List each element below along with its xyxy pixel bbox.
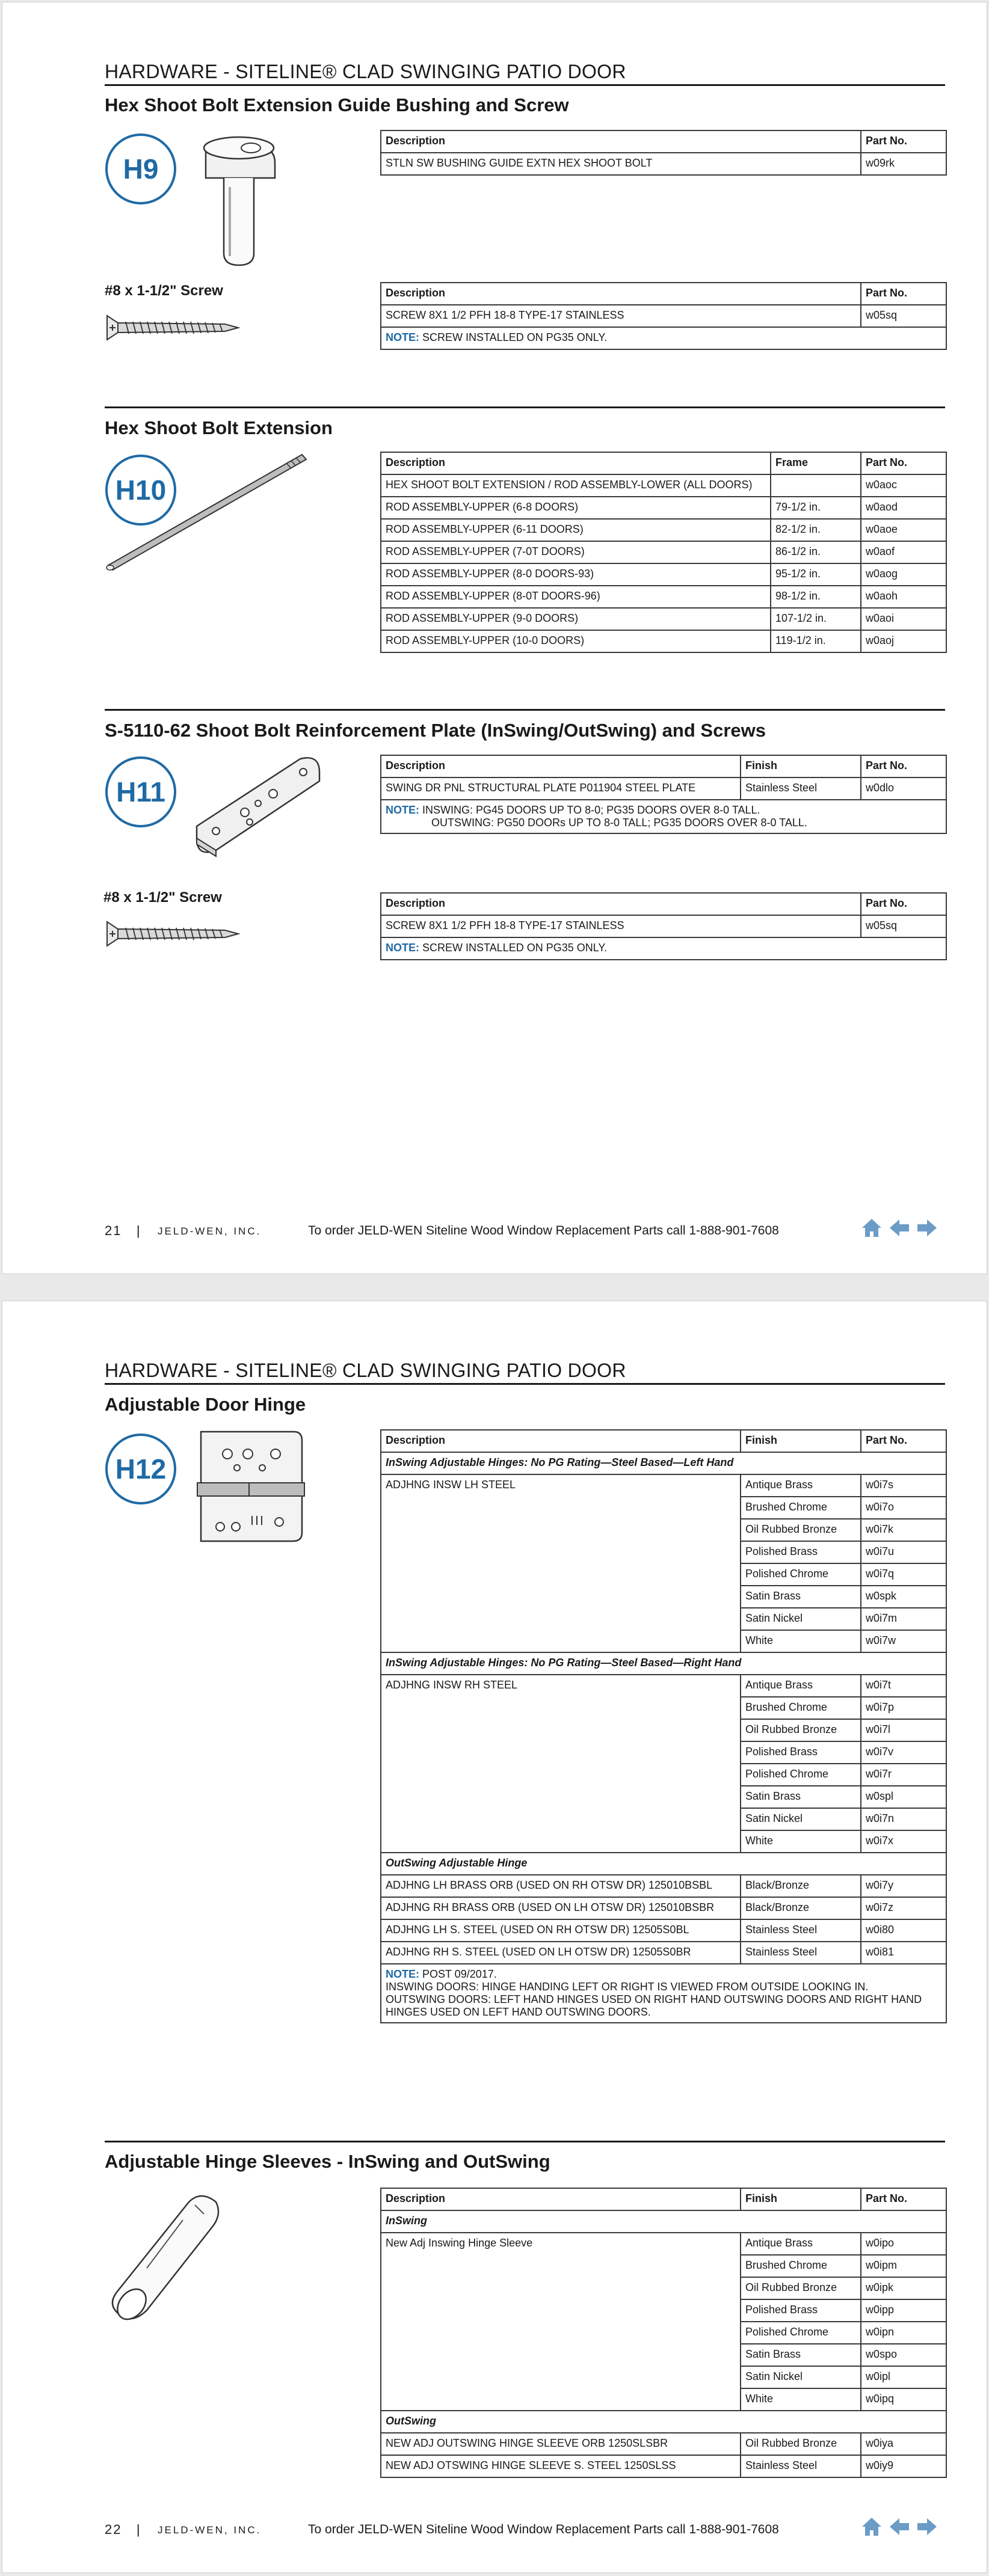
cell-finish: Stainless Steel: [741, 1942, 861, 1964]
cell-frame: 79-1/2 in.: [771, 497, 861, 519]
cell-frame: 82-1/2 in.: [771, 519, 861, 541]
cell-part-no: w0spo: [861, 2344, 946, 2366]
note-row: [381, 800, 946, 833]
note-text: INSWING DOORS: HINGE HANDING LEFT OR RIGHT IS VIEWED FROM OUTSIDE LOOKING IN.: [386, 1981, 869, 1993]
badge-h10: H10: [105, 455, 176, 526]
cell-part-no: w0i7n: [861, 1808, 946, 1830]
screw-label-h11: #8 x 1-1/2" Screw: [103, 889, 222, 906]
section-heading-h10: Hex Shoot Bolt Extension: [105, 417, 333, 438]
footer-company: JELD-WEN, INC.: [158, 2524, 262, 2536]
table-row: [381, 541, 946, 563]
table-header-row: [381, 452, 946, 474]
table-row: [381, 1897, 946, 1919]
page-number-value: 21: [105, 1223, 122, 1238]
note-text: SCREW INSTALLED ON PG35 ONLY.: [419, 331, 608, 343]
cell-part-no: w0i7k: [861, 1519, 946, 1541]
cell-description: ROD ASSEMBLY-UPPER (8-0 DOORS-93): [381, 563, 771, 586]
cell-finish: White: [741, 2388, 861, 2411]
footer-order-info: To order JELD-WEN Siteline Wood Window Replacement Parts call 1-888-901-7608: [308, 1224, 779, 1237]
cell-finish: Satin Brass: [741, 2344, 861, 2366]
h9-parts-table: [380, 130, 947, 176]
cell-finish: Brushed Chrome: [741, 1697, 861, 1719]
home-icon[interactable]: [861, 2516, 883, 2537]
table-row: [381, 2455, 946, 2477]
group-inswing-lh: [381, 1452, 946, 1652]
cell-finish: Polished Chrome: [741, 1563, 861, 1586]
col-header-description: Description: [381, 1430, 741, 1452]
cell-part-no: w0i81: [861, 1942, 946, 1964]
cell-description: ROD ASSEMBLY-UPPER (8-0T DOORS-96): [381, 586, 771, 608]
cell-part-no: w09rk: [861, 153, 946, 175]
cell-finish: Polished Brass: [741, 1741, 861, 1764]
col-header-part-no: Part No.: [861, 130, 946, 153]
cell-finish: Polished Chrome: [741, 2322, 861, 2344]
group-header-row: [381, 2411, 946, 2433]
table-row: [381, 497, 946, 519]
cell-part-no: w0i7w: [861, 1630, 946, 1652]
group-inswing-rh: [381, 1652, 946, 1853]
badge-h12: H12: [105, 1434, 176, 1504]
cell-part-no: w0i7v: [861, 1741, 946, 1764]
cell-part-no: w0i7u: [861, 1541, 946, 1563]
page-title: HARDWARE - SITELINE® CLAD SWINGING PATIO DOOR: [105, 61, 626, 82]
group-header-row: [381, 2210, 946, 2233]
previous-page-icon[interactable]: [889, 2516, 910, 2537]
page-number: [105, 2522, 141, 2538]
cell-description: New Adj Inswing Hinge Sleeve: [381, 2233, 741, 2411]
col-header-description: Description: [381, 452, 771, 474]
cell-frame: [771, 474, 861, 497]
title-divider: [105, 84, 945, 86]
section-divider: [105, 2141, 945, 2142]
cell-description: ADJHNG RH S. STEEL (USED ON LH OTSW DR) 12505S0BR: [381, 1942, 741, 1964]
cell-description: ROD ASSEMBLY-UPPER (9-0 DOORS): [381, 608, 771, 630]
cell-description: ROD ASSEMBLY-UPPER (7-0T DOORS): [381, 541, 771, 563]
note-text: INSWING: PG45 DOORS UP TO 8-0; PG35 DOORS OVER 8-0 TALL.: [419, 804, 760, 816]
col-header-description: Description: [381, 2188, 741, 2210]
table-row: [381, 153, 946, 175]
cell-frame: 119-1/2 in.: [771, 630, 861, 652]
group-label: OutSwing Adjustable Hinge: [381, 1853, 946, 1875]
cell-part-no: w0i7o: [861, 1497, 946, 1519]
table-row: [381, 563, 946, 586]
section-heading-h12: Adjustable Door Hinge: [105, 1394, 306, 1415]
cell-part-no: w0ipk: [861, 2277, 946, 2299]
group-outswing-sleeves: [381, 2411, 946, 2477]
cell-description: ADJHNG LH BRASS ORB (USED ON RH OTSW DR) 125010BSBL: [381, 1875, 741, 1897]
group-label: InSwing Adjustable Hinges: No PG Rating—Steel Based—Left Hand: [381, 1452, 946, 1474]
previous-page-icon[interactable]: [889, 1218, 910, 1238]
cell-part-no: w0i7t: [861, 1675, 946, 1697]
cell-finish: Antique Brass: [741, 2233, 861, 2255]
cell-finish: Polished Brass: [741, 1541, 861, 1563]
table-row: [381, 1675, 946, 1697]
footer-separator: |: [136, 2522, 141, 2537]
cell-frame: 98-1/2 in.: [771, 586, 861, 608]
cell-finish: Stainless Steel: [741, 2455, 861, 2477]
cell-finish: White: [741, 1630, 861, 1652]
cell-part-no: w0i7q: [861, 1563, 946, 1586]
cell-part-no: w0ipn: [861, 2322, 946, 2344]
adjustable-hinge-illustration: [195, 1426, 306, 1546]
group-label: OutSwing: [381, 2411, 946, 2433]
col-header-part-no: Part No.: [861, 755, 946, 777]
screw-illustration-h9: [105, 312, 240, 343]
table-header-row: [381, 283, 946, 305]
cell-part-no: w0aoh: [861, 586, 946, 608]
cell-part-no: w0ipo: [861, 2233, 946, 2255]
cell-part-no: w0spk: [861, 1586, 946, 1608]
col-header-finish: Finish: [741, 1430, 861, 1452]
note-row: [381, 327, 946, 349]
col-header-description: Description: [381, 283, 861, 305]
group-label: InSwing Adjustable Hinges: No PG Rating—Steel Based—Right Hand: [381, 1652, 946, 1675]
note-label: NOTE:: [386, 331, 419, 343]
page-nav: [861, 2516, 938, 2537]
page-number: [105, 1223, 141, 1239]
reinforcement-plate-illustration: [192, 754, 324, 859]
cell-part-no: w0i7l: [861, 1719, 946, 1741]
table-header-row: [381, 893, 946, 915]
cell-description: STLN SW BUSHING GUIDE EXTN HEX SHOOT BOLT: [381, 153, 861, 175]
footer-order-info: To order JELD-WEN Siteline Wood Window Replacement Parts call 1-888-901-7608: [308, 2522, 779, 2536]
note-row: [381, 937, 946, 960]
guide-bushing-illustration: [194, 130, 284, 274]
cell-finish: Oil Rubbed Bronze: [741, 2277, 861, 2299]
shoot-bolt-rod-illustration: [105, 447, 312, 574]
cell-part-no: w05sq: [861, 915, 946, 937]
cell-part-no: w0i7y: [861, 1875, 946, 1897]
cell-part-no: w0dlo: [861, 777, 946, 800]
cell-finish: Oil Rubbed Bronze: [741, 1519, 861, 1541]
cell-finish: White: [741, 1830, 861, 1853]
note-text: SCREW INSTALLED ON PG35 ONLY.: [419, 942, 608, 954]
note-text: POST 09/2017.: [419, 1968, 497, 1980]
note-text: OUTSWING: PG50 DOORs UP TO 8-0 TALL; PG35 DOORS OVER 8-0 TALL.: [431, 817, 807, 829]
col-header-part-no: Part No.: [861, 452, 946, 474]
cell-finish: Satin Nickel: [741, 2366, 861, 2388]
table-row: [381, 1942, 946, 1964]
catalog-page-21: [2, 2, 987, 1274]
table-row: [381, 1875, 946, 1897]
table-header-row: [381, 2188, 946, 2210]
home-icon[interactable]: [861, 1218, 883, 1238]
group-header-row: [381, 1652, 946, 1675]
cell-finish: Stainless Steel: [741, 1919, 861, 1942]
note-row: [381, 1964, 946, 2023]
cell-part-no: w0ipp: [861, 2299, 946, 2322]
cell-part-no: w0i7s: [861, 1474, 946, 1497]
cell-part-no: w0aoi: [861, 608, 946, 630]
h11-parts-table: [380, 755, 947, 834]
cell-description: ADJHNG RH BRASS ORB (USED ON LH OTSW DR) 125010BSBR: [381, 1897, 741, 1919]
table-header-row: [381, 755, 946, 777]
cell-part-no: w0i7m: [861, 1608, 946, 1630]
table-row: [381, 519, 946, 541]
col-header-part-no: Part No.: [861, 893, 946, 915]
table-row: [381, 2233, 946, 2255]
table-row: [381, 2433, 946, 2455]
cell-description: ADJHNG LH S. STEEL (USED ON RH OTSW DR) 12505S0BL: [381, 1919, 741, 1942]
table-row: [381, 608, 946, 630]
cell-finish: Black/Bronze: [741, 1897, 861, 1919]
cell-description: SCREW 8X1 1/2 PFH 18-8 TYPE-17 STAINLESS: [381, 305, 861, 327]
cell-part-no: w0spl: [861, 1786, 946, 1808]
cell-description: NEW ADJ OUTSWING HINGE SLEEVE ORB 1250SLSBR: [381, 2433, 741, 2455]
cell-finish: Polished Chrome: [741, 1764, 861, 1786]
table-row: [381, 1919, 946, 1942]
cell-description: NEW ADJ OTSWING HINGE SLEEVE S. STEEL 1250SLSS: [381, 2455, 741, 2477]
cell-finish: Oil Rubbed Bronze: [741, 2433, 861, 2455]
table-row: [381, 305, 946, 327]
footer-separator: |: [136, 1223, 141, 1238]
col-header-part-no: Part No.: [861, 2188, 946, 2210]
cell-part-no: w0i7p: [861, 1697, 946, 1719]
page-nav: [861, 1218, 938, 1238]
cell-frame: 86-1/2 in.: [771, 541, 861, 563]
cell-finish: Polished Brass: [741, 2299, 861, 2322]
group-header-row: [381, 1452, 946, 1474]
table-row: [381, 915, 946, 937]
cell-part-no: w0i7x: [861, 1830, 946, 1853]
table-note: [381, 937, 946, 960]
section-divider: [105, 709, 945, 711]
cell-finish: Oil Rubbed Bronze: [741, 1719, 861, 1741]
h10-rows: [381, 474, 946, 652]
note-label: NOTE:: [386, 1968, 419, 1980]
section-heading-sleeves: Adjustable Hinge Sleeves - InSwing and OutSwing: [105, 2151, 550, 2172]
cell-description: SWING DR PNL STRUCTURAL PLATE P011904 STEEL PLATE: [381, 777, 741, 800]
next-page-icon[interactable]: [916, 1218, 938, 1238]
cell-finish: Satin Brass: [741, 1586, 861, 1608]
cell-frame: 95-1/2 in.: [771, 563, 861, 586]
table-row: [381, 474, 946, 497]
cell-description: ADJHNG INSW LH STEEL: [381, 1474, 741, 1652]
cell-description: ROD ASSEMBLY-UPPER (10-0 DOORS): [381, 630, 771, 652]
section-heading-h9: Hex Shoot Bolt Extension Guide Bushing and Screw: [105, 94, 569, 115]
cell-part-no: w0i7r: [861, 1764, 946, 1786]
cell-part-no: w0i80: [861, 1919, 946, 1942]
footer-company: JELD-WEN, INC.: [158, 1225, 262, 1237]
table-row: [381, 630, 946, 652]
cell-finish: Antique Brass: [741, 1474, 861, 1497]
cell-finish: Black/Bronze: [741, 1875, 861, 1897]
cell-finish: Antique Brass: [741, 1675, 861, 1697]
cell-part-no: w0iy9: [861, 2455, 946, 2477]
table-row: [381, 777, 946, 800]
table-note: [381, 800, 946, 833]
cell-part-no: w0aoe: [861, 519, 946, 541]
cell-description: ADJHNG INSW RH STEEL: [381, 1675, 741, 1853]
page-number-value: 22: [105, 2522, 122, 2537]
note-label: NOTE:: [386, 804, 419, 816]
col-header-description: Description: [381, 130, 861, 153]
cell-part-no: w0ipl: [861, 2366, 946, 2388]
table-note: [381, 1964, 946, 2023]
sleeves-parts-table: [380, 2188, 947, 2478]
cell-finish: Stainless Steel: [741, 777, 861, 800]
note-label: NOTE:: [386, 942, 419, 954]
table-header-row: [381, 130, 946, 153]
cell-part-no: w0aog: [861, 563, 946, 586]
group-outswing: [381, 1853, 946, 2023]
next-page-icon[interactable]: [916, 2516, 938, 2537]
cell-part-no: w05sq: [861, 305, 946, 327]
cell-finish: Brushed Chrome: [741, 1497, 861, 1519]
h12-parts-table: [380, 1429, 947, 2023]
col-header-frame: Frame: [771, 452, 861, 474]
h11-screw-table: [380, 892, 947, 960]
h9-screw-table: [380, 282, 947, 350]
group-header-row: [381, 1853, 946, 1875]
col-header-part-no: Part No.: [861, 1430, 946, 1452]
badge-h11: H11: [105, 756, 176, 827]
cell-part-no: w0aof: [861, 541, 946, 563]
table-note: [381, 327, 946, 349]
table-row: [381, 586, 946, 608]
badge-h9: H9: [105, 133, 176, 204]
table-row: [381, 1474, 946, 1497]
page-title: HARDWARE - SITELINE® CLAD SWINGING PATIO DOOR: [105, 1360, 626, 1381]
group-label: InSwing: [381, 2210, 946, 2233]
h10-parts-table: [380, 452, 947, 653]
cell-part-no: w0aoj: [861, 630, 946, 652]
title-divider: [105, 1383, 945, 1385]
cell-finish: Satin Nickel: [741, 1608, 861, 1630]
note-text: OUTSWING DOORS: LEFT HAND HINGES USED ON RIGHT HAND OUTSWING DOORS AND RIGHT HAND HINGES USED ON LEFT HAND OUTSWING DOORS.: [386, 1993, 922, 2018]
screw-illustration-h11: [105, 918, 240, 949]
section-divider: [105, 406, 945, 408]
catalog-page-22: [2, 1301, 987, 2573]
section-heading-h11: S-5110-62 Shoot Bolt Reinforcement Plate (InSwing/OutSwing) and Screws: [105, 720, 766, 741]
cell-part-no: w0iya: [861, 2433, 946, 2455]
hinge-sleeve-illustration: [105, 2190, 225, 2322]
table-header-row: [381, 1430, 946, 1452]
cell-description: ROD ASSEMBLY-UPPER (6-11 DOORS): [381, 519, 771, 541]
cell-part-no: w0aoc: [861, 474, 946, 497]
col-header-finish: Finish: [741, 755, 861, 777]
cell-part-no: w0aod: [861, 497, 946, 519]
cell-part-no: w0ipq: [861, 2388, 946, 2411]
cell-finish: Brushed Chrome: [741, 2255, 861, 2277]
cell-description: ROD ASSEMBLY-UPPER (6-8 DOORS): [381, 497, 771, 519]
screw-label-h9: #8 x 1-1/2" Screw: [105, 283, 223, 299]
cell-finish: Satin Brass: [741, 1786, 861, 1808]
col-header-description: Description: [381, 755, 741, 777]
cell-part-no: w0i7z: [861, 1897, 946, 1919]
col-header-part-no: Part No.: [861, 283, 946, 305]
cell-description: HEX SHOOT BOLT EXTENSION / ROD ASSEMBLY-LOWER (ALL DOORS): [381, 474, 771, 497]
cell-frame: 107-1/2 in.: [771, 608, 861, 630]
col-header-description: Description: [381, 893, 861, 915]
cell-finish: Satin Nickel: [741, 1808, 861, 1830]
cell-part-no: w0ipm: [861, 2255, 946, 2277]
col-header-finish: Finish: [741, 2188, 861, 2210]
group-inswing-sleeves: [381, 2210, 946, 2411]
cell-description: SCREW 8X1 1/2 PFH 18-8 TYPE-17 STAINLESS: [381, 915, 861, 937]
